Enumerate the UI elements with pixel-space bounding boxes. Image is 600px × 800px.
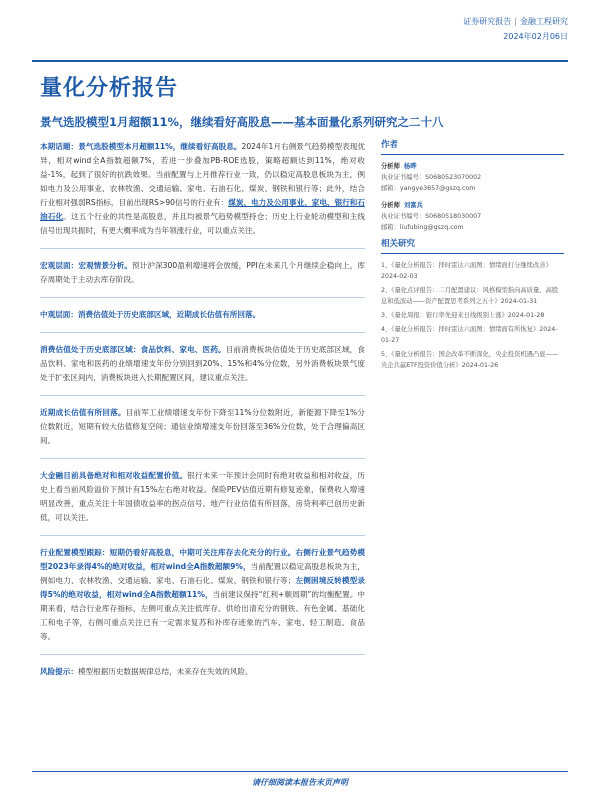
- topic-lead: 本期话题：: [40, 142, 79, 151]
- section-divider: [40, 654, 365, 655]
- topic-lead-2: 景气选股模型本月超额11%，继续看好高股息。: [78, 142, 242, 151]
- related-item[interactable]: 1、《量化分析报告：择时雷达六面图：情绪面打分继续改善》2024-02-03: [381, 262, 552, 280]
- report-type: 证券研究报告: [463, 17, 512, 26]
- finance-paragraph: [40, 469, 365, 525]
- analyst-role: 分析师: [381, 202, 400, 209]
- related-item[interactable]: 4、《量化分析报告：择时雷达六面图：情绪面有所恢复》2024-01-27: [381, 326, 558, 344]
- growth-lead: 近期成长估值有所回落。: [40, 408, 126, 417]
- analyst-name: 刘富兵: [403, 202, 423, 209]
- macro-paragraph: [40, 259, 365, 287]
- report-category: 金融工程研究: [520, 17, 568, 26]
- finance-text: 银行未来一年预计会同时有绝对收益和相对收益，历史上看当前风险溢价下预计有15%左右绝对收益。保险PEV估值近期有修复迹象，保费收入增速明显改善，重点关注十年国债收益率的拐点信号。地产行业估值有所回落，房贷利率已创历史新低，可以关注。: [40, 471, 366, 522]
- main-content: [40, 140, 365, 689]
- analyst-card: [381, 200, 564, 233]
- analyst-card: [381, 161, 564, 194]
- risk-text: 模型根据历史数据规律总结，未来存在失效的风险。: [77, 667, 253, 676]
- industry-paragraph: [40, 546, 365, 644]
- meso-paragraph: [40, 308, 365, 322]
- topic-tail: 。这五个行业的共性是高股息，并且均被景气趋势模型持仓；历史上行业轮动模型和主线信号出现共振时，有更大概率成为当年领涨行业，可以重点关注。: [40, 212, 366, 235]
- industry-text-2: 当前建议保持“红利+顺周期”的均衡配置。中期来看，结合行业库存指标，左侧可重点关注低库存、供给出清充分的钢铁、有色金属、基础化工和电子等，右侧可重点关注已有一定需求复苏和补库存迹象的汽车、家电、轻工制造、食品等。: [40, 590, 366, 641]
- industry-text: 当前配置以稳定高股息板块为主，例如电力、农林牧渔、交通运输、家电、石油石化、煤炭、钢铁和银行等；: [40, 562, 365, 585]
- sidebar: [381, 140, 564, 374]
- top-divider: [32, 60, 568, 62]
- section-divider: [40, 248, 365, 249]
- related-heading: 相关研究: [381, 239, 564, 254]
- consumer-lead: 消费估值处于历史底部区域：食品饮料、家电、医药。: [40, 345, 226, 354]
- risk-lead: 风险提示：: [40, 667, 78, 676]
- related-item[interactable]: 2、《量化点评报告：二月配置建议：风格模型指向高质量、高股息和低波动——资产配置思考系列之五十》2024-01-31: [381, 287, 559, 305]
- report-meta: [463, 14, 568, 44]
- analyst-email[interactable]: 邮箱：yangye3657@gszq.com: [381, 185, 476, 192]
- analyst-cert: 执业证书编号：S0680518030007: [381, 213, 482, 220]
- growth-paragraph: [40, 406, 365, 448]
- section-divider: [40, 458, 365, 459]
- consumer-text: 目前消费板块估值处于历史底部区域，食品饮料、家电和医药的业绩增速支年份分别回到20%、15%和4%分位数，另外消费板块景气度处于扩张区间内，消费板块进入长期配置区间，建议重点关注。: [40, 345, 365, 382]
- industry-lead-2: 左侧困境反转模型录得5%的绝对收益，相对wind全A指数超额11%，: [40, 576, 366, 599]
- related-item[interactable]: 3、《量化周报：银行率先迎来日线级别上涨》2024-01-28: [381, 312, 545, 319]
- report-date: 2024年02月06日: [503, 32, 568, 41]
- meso-lead: 中观层面：消费估值处于历史底部区域，近期成长估值有所回落。: [40, 310, 261, 319]
- consumer-paragraph: [40, 343, 365, 385]
- footer-divider: [32, 771, 568, 772]
- section-divider: [40, 332, 365, 333]
- growth-text: 目前军工业绩增速支年份下降至11%分位数附近，新能源下降至1%分位数附近，短期有较大估值修复空间；通信业绩增速支年份回落至36%分位数，处于合理偏高区间。: [40, 408, 365, 445]
- topic-highlight: 煤炭、电力及公用事业、家电、银行和石油石化: [40, 198, 365, 221]
- authors-heading: 作者: [381, 140, 564, 155]
- risk-paragraph: [40, 665, 365, 679]
- related-list: [381, 260, 564, 371]
- analyst-name: 杨晔: [403, 163, 417, 170]
- report-title: 量化分析报告: [40, 76, 179, 101]
- analyst-cert: 执业证书编号：S0680523070002: [381, 174, 482, 181]
- topic-paragraph: [40, 140, 365, 238]
- finance-lead: 大金融目前具备绝对和相对收益配置价值。: [40, 471, 188, 480]
- report-subtitle: 景气选股模型1月超额11%，继续看好高股息——基本面量化系列研究之二十八: [40, 115, 444, 129]
- section-divider: [40, 395, 365, 396]
- industry-lead: 行业配置模型跟踪：短期仍看好高股息，中期可关注库存去化充分的行业。右侧行业景气趋势模型2023年录得4%的绝对收益，相对wind全A指数超额9%，: [40, 548, 365, 571]
- topic-text: 2024年1月右侧景气趋势模型表现优异，相对wind全A指数超额7%，若进一步叠加PB-ROE选股，策略超额达到11%，绝对收益-1%，起到了很好的抗跌效果。当前配置与上月推荐行业一致，仍以稳定高股息板块为主，例如电力及公用事业、农林牧渔、交通运输、家电、石油石化、煤炭、钢铁和银行等；此外，结合行业相对强弱RS指标，目前出现RS>90信号的行业有：: [40, 142, 365, 207]
- macro-text: 预计沪深300盈利增速将会放缓，PPI在未来几个月继续企稳向上，库存周期处于主动去库存阶段。: [40, 261, 366, 284]
- meta-separator: |: [514, 17, 517, 26]
- footer-disclaimer: 请仔细阅读本报告末页声明: [252, 778, 348, 787]
- analyst-role: 分析师: [381, 163, 400, 170]
- section-divider: [40, 535, 365, 536]
- related-item[interactable]: 5、《量化分析报告：国企改革不断深化，央企投资机遇凸显——央企共赢ETF投资价值分析》2024-01-26: [381, 351, 559, 369]
- macro-lead: 宏观层面：宏观情景分析。: [40, 261, 133, 270]
- section-divider: [40, 297, 365, 298]
- analyst-email[interactable]: 邮箱：liufubing@gszq.com: [381, 224, 464, 231]
